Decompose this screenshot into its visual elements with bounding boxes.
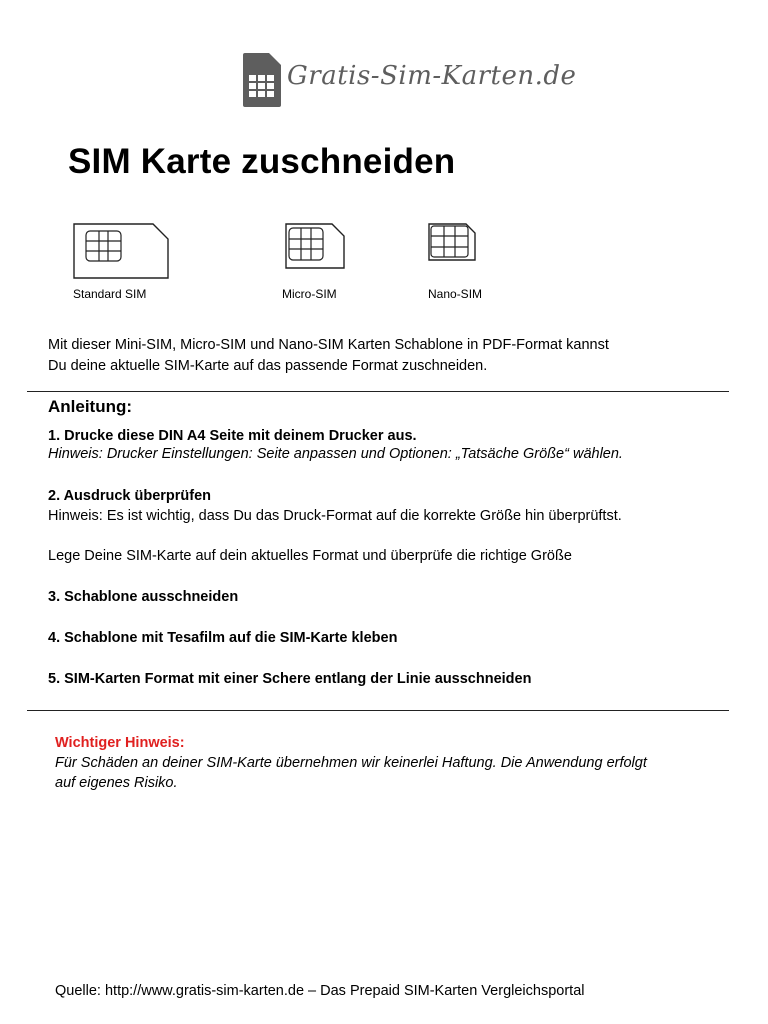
warning-line-1: Für Schäden an deiner SIM-Karte übernehmen wir keinerlei Haftung. Die Anwendung erfolgt <box>55 755 647 771</box>
step-3: 3. Schablone ausschneiden <box>48 589 239 605</box>
intro-line-1: Mit dieser Mini-SIM, Micro-SIM und Nano-SIM Karten Schablone in PDF-Format kannst <box>48 337 609 353</box>
nano-sim-outline <box>428 223 476 261</box>
page-title: SIM Karte zuschneiden <box>68 142 456 181</box>
instructions-heading: Anleitung: <box>48 397 133 416</box>
step-1: 1. Drucke diese DIN A4 Seite mit deinem Drucker aus. <box>48 428 417 444</box>
step-4: 4. Schablone mit Tesafilm auf die SIM-Karte kleben <box>48 630 398 646</box>
step-2-hint: Hinweis: Es ist wichtig, dass Du das Druck-Format auf die korrekte Größe hin überprüftst. <box>48 508 622 524</box>
step-2-extra: Lege Deine SIM-Karte auf dein aktuelles Format und überprüfe die richtige Größe <box>48 548 572 564</box>
logo-text: Gratis-Sim-Karten.de <box>287 61 577 91</box>
sim-card-icon <box>243 53 281 107</box>
divider-bottom <box>27 710 729 711</box>
source-footer: Quelle: http://www.gratis-sim-karten.de – Das Prepaid SIM-Karten Vergleichsportal <box>55 983 585 999</box>
warning-line-2: auf eigenes Risiko. <box>55 775 178 791</box>
micro-sim-label: Micro-SIM <box>282 287 337 301</box>
standard-sim-label: Standard SIM <box>73 287 147 301</box>
step-5: 5. SIM-Karten Format mit einer Schere entlang der Linie ausschneiden <box>48 671 532 687</box>
warning-text <box>55 753 715 793</box>
nano-sim-label: Nano-SIM <box>428 287 483 301</box>
standard-sim-outline <box>73 223 169 279</box>
warning-title: Wichtiger Hinweis: <box>55 735 185 751</box>
intro-text <box>48 335 738 377</box>
brand-logo <box>243 53 577 109</box>
divider-top <box>27 391 729 392</box>
intro-line-2: Du deine aktuelle SIM-Karte auf das passende Format zuschneiden. <box>48 358 488 374</box>
micro-sim-outline <box>285 223 345 269</box>
step-1-hint: Hinweis: Drucker Einstellungen: Seite anpassen und Optionen: „Tatsäche Größe“ wählen. <box>48 446 623 462</box>
step-2: 2. Ausdruck überprüfen <box>48 488 212 504</box>
